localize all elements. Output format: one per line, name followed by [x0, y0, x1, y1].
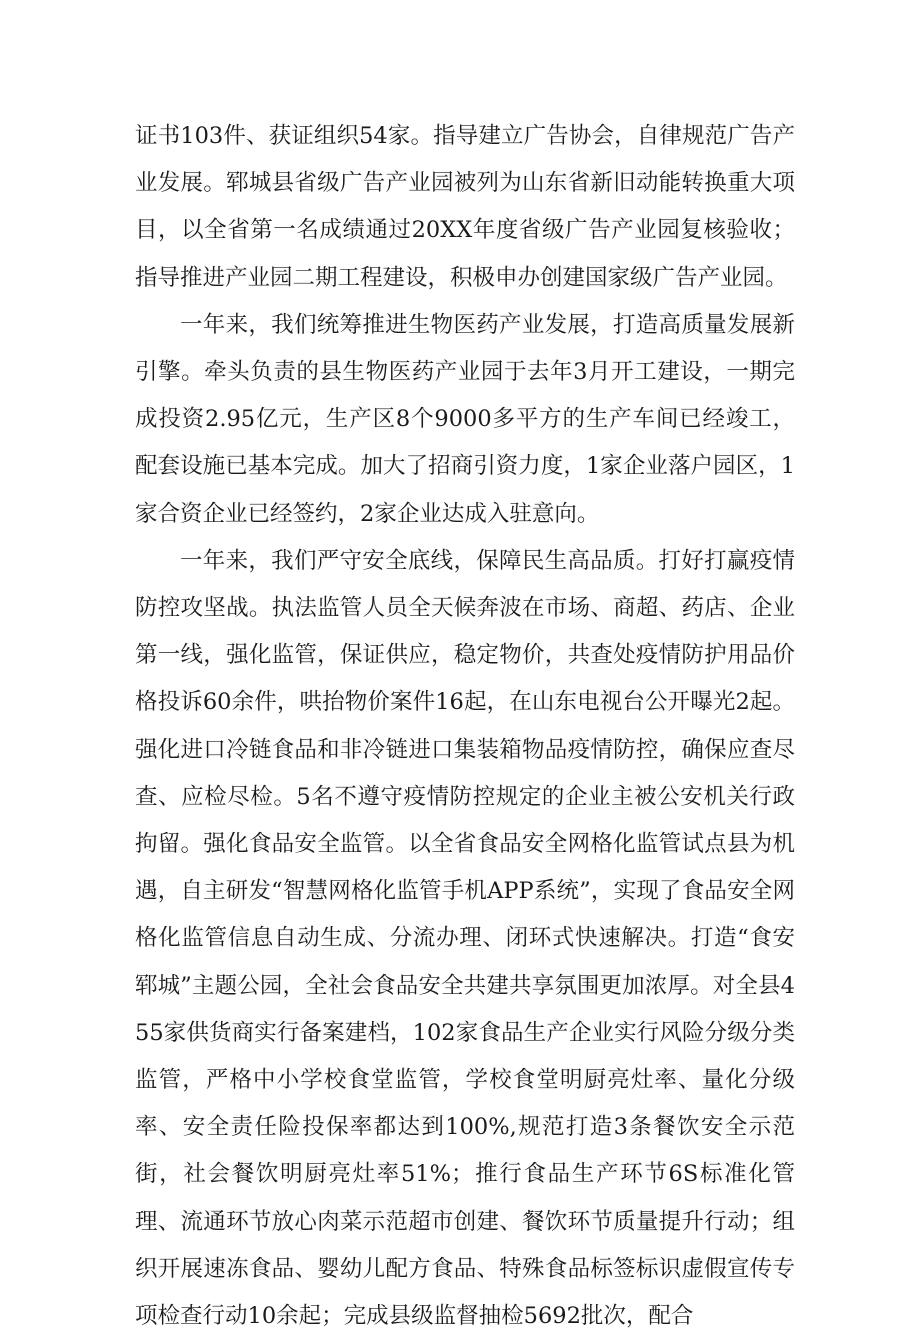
- paragraph-advertising-industry: 证书103件、获证组织54家。指导建立广告协会，自律规范广告产业发展。郓城县省级广告产业园被列为山东省新旧动能转换重大项目，以全省第一名成绩通过20XX年度省级广告产业园复核验收；指导推进产业园二期工程建设，积极申办创建国家级广告产业园。: [135, 123, 795, 291]
- paragraph-biomedical-industry: 一年来，我们统筹推进生物医药产业发展，打造高质量发展新引擎。牵头负责的县生物医药产业园于去年3月开工建设，一期完成投资2.95亿元，生产区8个9000多平方的生产车间已经竣工，配套设施已基本完成。加大了招商引资力度，1家企业落户园区，1家合资企业已经签约，2家企业达成入驻意向。: [135, 311, 795, 527]
- document-body: [135, 113, 795, 1340]
- paragraph-safety-and-livelihood: 一年来，我们严守安全底线，保障民生高品质。打好打赢疫情防控攻坚战。执法监管人员全天候奔波在市场、商超、药店、企业第一线，强化监管，保证供应，稳定物价，共查处疫情防护用品价格投诉60余件，哄抬物价案件16起，在山东电视台公开曝光2起。强化进口冷链食品和非冷链进口集装箱物品疫情防控，确保应查尽查、应检尽检。5名不遵守疫情防控规定的企业主被公安机关行政拘留。强化食品安全监管。以全省食品安全网格化监管试点县为机遇，自主研发“智慧网格化监管手机APP系统”，实现了食品安全网格化监管信息自动生成、分流办理、闭环式快速解决。打造“食安郓城”主题公园，全社会食品安全共建共享氛围更加浓厚。对全县455家供货商实行备案建档，102家食品生产企业实行风险分级分类监管，严格中小学校食堂监管，学校食堂明厨亮灶率、量化分级率、安全责任险投保率都达到100%,规范打造3条餐饮安全示范街，社会餐饮明厨亮灶率51%；推行食品生产环节6S标准化管理、流通环节放心肉菜示范超市创建、餐饮环节质量提升行动；组织开展速冻食品、婴幼儿配方食品、特殊食品标签标识虚假宣传专项检查行动10余起；完成县级监督抽检5692批次，配合: [135, 547, 795, 1330]
